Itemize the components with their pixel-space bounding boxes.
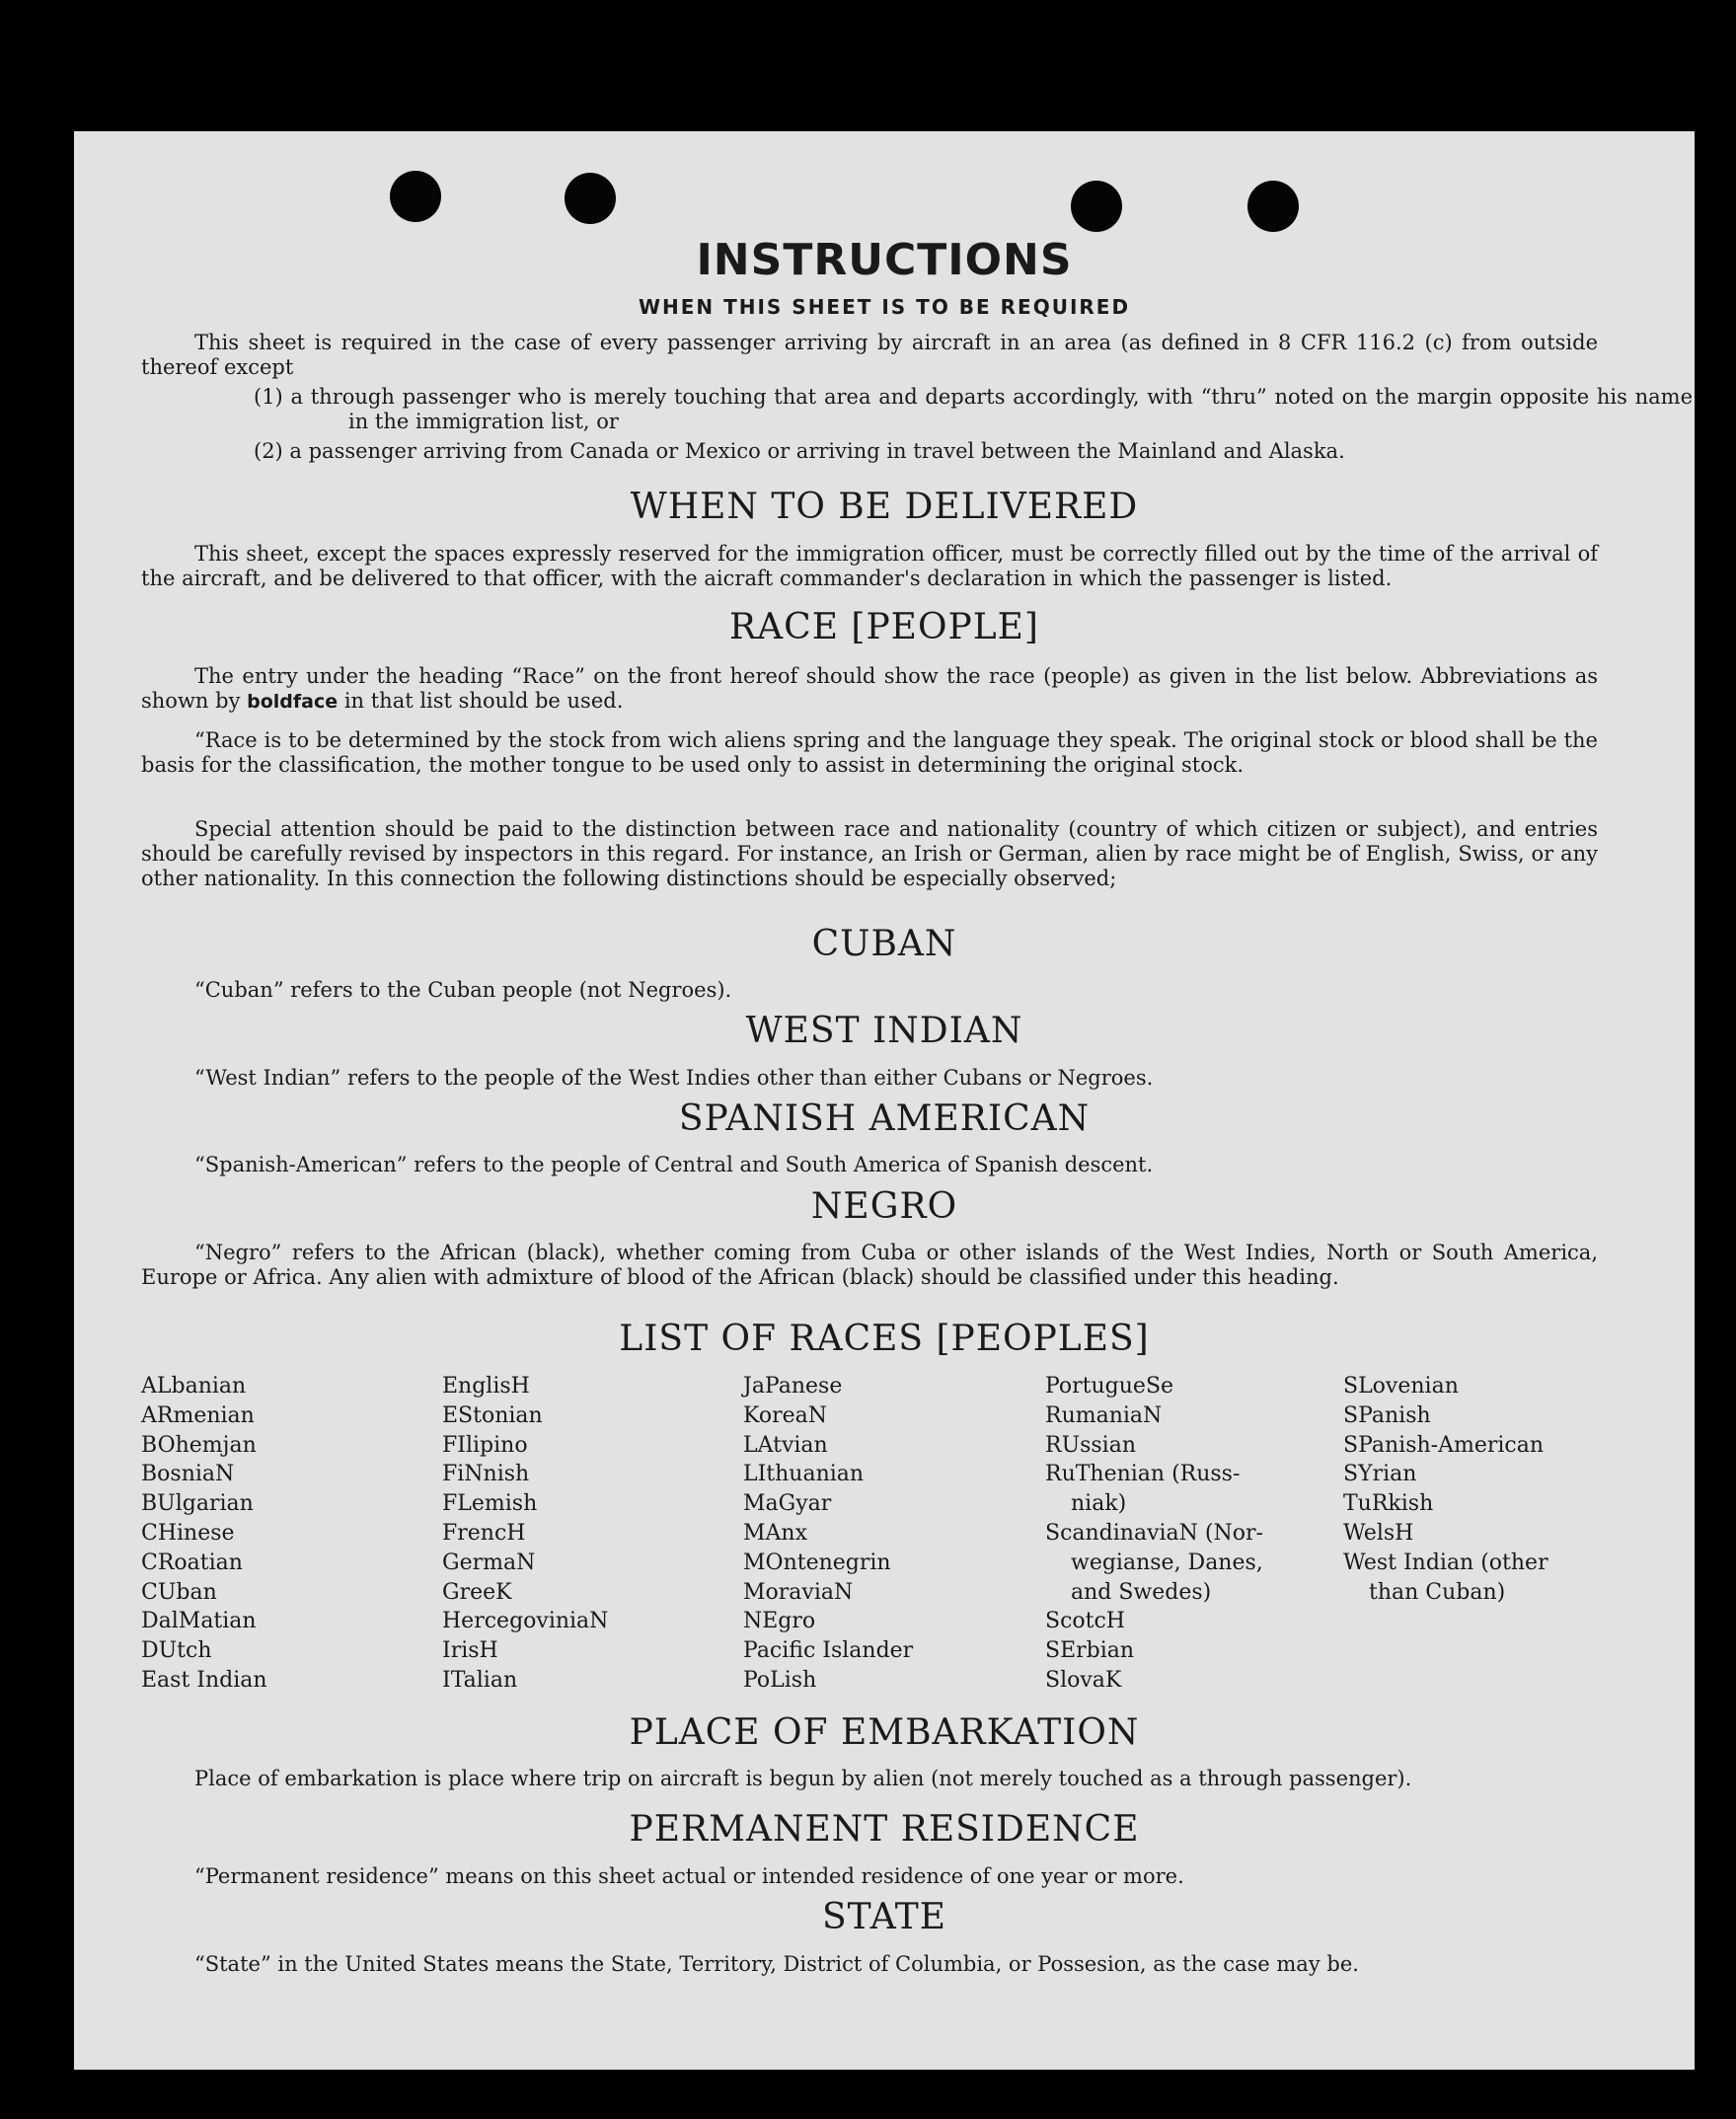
race-item: NEgro [743, 1609, 816, 1634]
heading-embarkation: PLACE OF EMBARKATION [629, 1712, 1140, 1753]
heading-when-delivered: WHEN TO BE DELIVERED [630, 487, 1139, 527]
punch-hole-3 [1071, 181, 1122, 232]
race-item: KoreaN [743, 1402, 827, 1428]
instruction-sheet [74, 131, 1695, 2070]
race-item: PoLish [743, 1667, 817, 1693]
race-item: SLovenian [1343, 1374, 1459, 1399]
boldface-word: boldface [247, 691, 339, 713]
race-item: MOntenegrin [743, 1550, 891, 1575]
punch-hole-2 [565, 173, 616, 224]
race-item: LAtvian [743, 1432, 828, 1458]
race-item: JaPanese [743, 1374, 843, 1399]
exception-2: (2) a passenger arriving from Canada or Mexico or arriving in travel between the Mainland and Alaska. [254, 439, 1345, 463]
heading-list-of-races: LIST OF RACES [PEOPLES] [619, 1319, 1150, 1359]
race-item: GermaN [442, 1550, 536, 1575]
race-item: FIlipino [442, 1432, 528, 1458]
race-item: ARmenian [141, 1402, 255, 1428]
race-item: BOhemjan [141, 1432, 257, 1458]
race-item-continuation: and Swedes) [1071, 1579, 1212, 1605]
race-item: CUban [141, 1579, 217, 1605]
race-item: DalMatian [141, 1609, 257, 1634]
race-item: TuRkish [1343, 1491, 1434, 1517]
page-title: INSTRUCTIONS [696, 235, 1073, 285]
heading-spanish-american: SPANISH AMERICAN [678, 1098, 1091, 1139]
races-column-4 [1045, 1372, 1263, 1696]
race-item: RUssian [1045, 1432, 1137, 1458]
race-item: CHinese [141, 1520, 235, 1546]
race-item: West Indian (other [1343, 1550, 1548, 1575]
state-text: “State” in the United States means the State, Territory, District of Columbia, or Possesion, as the case may be. [194, 1952, 1359, 1976]
race-item: FrencH [442, 1520, 526, 1546]
heading-west-indian: WEST INDIAN [745, 1011, 1023, 1051]
races-column-1 [141, 1372, 267, 1696]
permanent-residence-text: “Permanent residence” means on this sheet actual or intended residence of one year or more. [194, 1864, 1184, 1888]
race-item-continuation: than Cuban) [1369, 1579, 1506, 1605]
heading-cuban: CUBAN [811, 924, 957, 964]
race-item: MAnx [743, 1520, 807, 1546]
heading-permanent-residence: PERMANENT RESIDENCE [629, 1809, 1140, 1850]
race-item: FiNnish [442, 1462, 530, 1487]
heading-state: STATE [821, 1897, 947, 1937]
spanish-american-text: “Spanish-American” refers to the people of Central and South America of Spanish descent. [194, 1153, 1154, 1176]
race-item: HercegoviniaN [442, 1609, 609, 1634]
race-item: DUtch [141, 1638, 212, 1664]
race-item: SPanish [1343, 1402, 1431, 1428]
race-item: MoraviaN [743, 1579, 854, 1605]
races-column-2 [442, 1372, 608, 1696]
race-item: ScandinaviaN (Nor- [1045, 1520, 1263, 1546]
race-item: East Indian [141, 1667, 267, 1693]
race-item: LIthuanian [743, 1462, 865, 1487]
embarkation-text: Place of embarkation is place where trip on aircraft is begun by alien (not merely touched as a through passenger). [194, 1767, 1412, 1790]
race-paragraph-2: “Race is to be determined by the stock from wich aliens spring and the language they speak. The original stock or blood shall be the basis for the classification, the mother tongue to be used only to assist in determining the original stock. [141, 728, 1598, 777]
race-item: Pacific Islander [743, 1638, 914, 1664]
race-item: ALbanian [141, 1374, 247, 1399]
punch-hole-4 [1247, 181, 1299, 232]
race-item: PortugueSe [1045, 1374, 1174, 1399]
page-subtitle: WHEN THIS SHEET IS TO BE REQUIRED [638, 295, 1131, 319]
race-item: WelsH [1343, 1520, 1414, 1546]
punch-hole-1 [390, 171, 441, 222]
race-item: SYrian [1343, 1462, 1417, 1487]
exception-1: (1) a through passenger who is merely touching that area and departs accordingly, with “thru” noted on the margin opposite his name in the immigration list, or [254, 385, 1693, 433]
race-item: MaGyar [743, 1491, 832, 1517]
race-item-continuation: wegianse, Danes, [1071, 1550, 1263, 1575]
race-item: BUlgarian [141, 1491, 254, 1517]
race-item-continuation: niak) [1071, 1491, 1127, 1517]
when-delivered-text: This sheet, except the spaces expressly reserved for the immigration officer, must be correctly filled out by the time of the arrival of the aircraft, and be delivered to that officer, with the aicraft commander's declaration in which the passenger is listed. [141, 542, 1598, 590]
required-intro: This sheet is required in the case of every passenger arriving by aircraft in an area (as defined in 8 CFR 116.2 (c) from outside thereof except [141, 331, 1598, 379]
negro-text: “Negro” refers to the African (black), whether coming from Cuba or other islands of the West Indies, North or South America, Europe or Africa. Any alien with admixture of blood of the African (black) should be classified under this heading. [141, 1241, 1598, 1289]
heading-race: RACE [PEOPLE] [729, 607, 1039, 647]
race-item: EStonian [442, 1402, 543, 1428]
race-item: FLemish [442, 1491, 538, 1517]
race-item: RuThenian (Russ- [1045, 1462, 1241, 1487]
races-column-3 [743, 1372, 913, 1696]
race-item: SErbian [1045, 1638, 1135, 1664]
race-item: CRoatian [141, 1550, 243, 1575]
race-item: IrisH [442, 1638, 498, 1664]
race-item: BosniaN [141, 1462, 235, 1487]
race-paragraph-3: Special attention should be paid to the distinction between race and nationality (country of which citizen or subject), and entries should be carefully revised by inspectors in this regard. For instance, an Irish or German, alien by race might be of English, Swiss, or any other nationality. In this connection the following distinctions should be especially observed; [141, 817, 1598, 890]
cuban-text: “Cuban” refers to the Cuban people (not Negroes). [194, 978, 732, 1002]
heading-negro: NEGRO [810, 1186, 958, 1227]
race-item: RumaniaN [1045, 1402, 1163, 1428]
race-item: ScotcH [1045, 1609, 1125, 1634]
race-item: ITalian [442, 1667, 518, 1693]
west-indian-text: “West Indian” refers to the people of the West Indies other than either Cubans or Negroes. [194, 1066, 1154, 1090]
race-item: SlovaK [1045, 1667, 1122, 1693]
race-item: EnglisH [442, 1374, 530, 1399]
race-item: SPanish-American [1343, 1432, 1545, 1458]
race-item: GreeK [442, 1579, 512, 1605]
races-column-5 [1343, 1372, 1548, 1607]
race-paragraph-1: The entry under the heading “Race” on the front hereof should show the race (people) as given in the list below. Abbreviations as shown by boldface in that list should be used. [141, 664, 1598, 713]
